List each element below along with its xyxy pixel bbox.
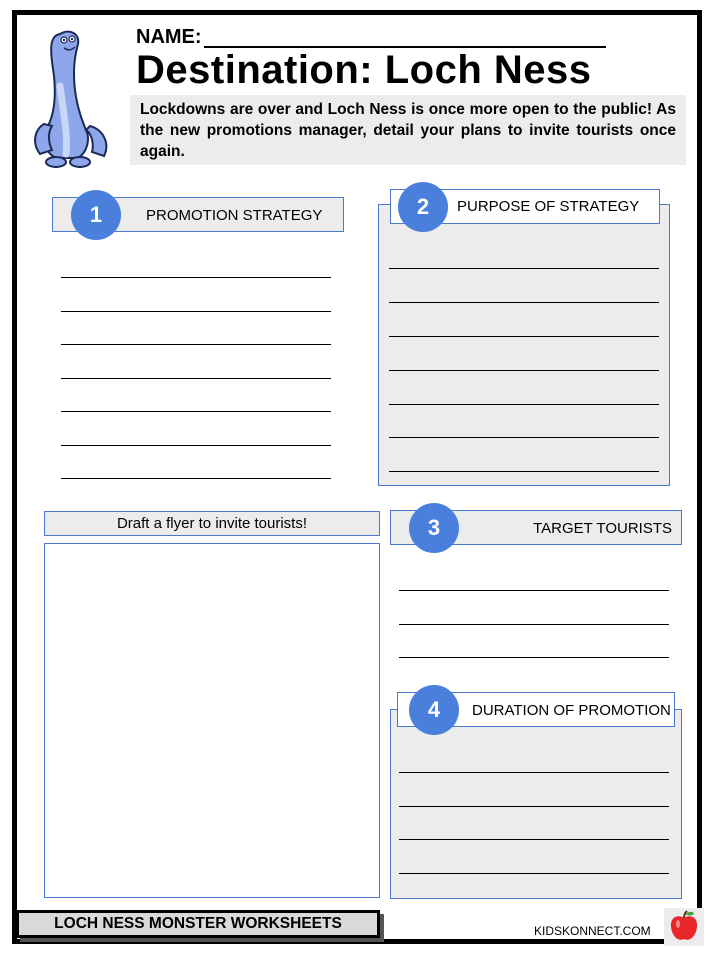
loch-ness-monster-icon — [30, 26, 114, 174]
apple-icon — [664, 908, 704, 946]
writing-line[interactable] — [399, 657, 669, 658]
flyer-header — [44, 511, 380, 536]
section-number-badge: 4 — [409, 685, 459, 735]
name-label: NAME: — [136, 26, 202, 48]
section-number-badge: 2 — [398, 182, 448, 232]
writing-line[interactable] — [61, 344, 331, 345]
writing-line[interactable] — [61, 277, 331, 278]
section-label: DURATION OF PROMOTION — [472, 702, 671, 719]
writing-line[interactable] — [389, 302, 659, 303]
writing-line[interactable] — [389, 471, 659, 472]
section-label: PURPOSE OF STRATEGY — [457, 198, 640, 215]
writing-line[interactable] — [399, 624, 669, 625]
writing-line[interactable] — [399, 772, 669, 773]
writing-line[interactable] — [61, 311, 331, 312]
duration-panel — [390, 709, 682, 899]
logo-box — [664, 908, 704, 946]
section-label: PROMOTION STRATEGY — [146, 207, 323, 224]
page-title: Destination: Loch Ness — [136, 48, 592, 92]
section-number-badge: 1 — [71, 190, 121, 240]
footer-title: LOCH NESS MONSTER WORKSHEETS — [16, 910, 380, 938]
writing-line[interactable] — [399, 590, 669, 591]
flyer-label: Draft a flyer to invite tourists! — [116, 515, 308, 532]
writing-line[interactable] — [61, 445, 331, 446]
section-label: TARGET TOURISTS — [533, 520, 672, 537]
writing-line[interactable] — [389, 336, 659, 337]
writing-line[interactable] — [399, 806, 669, 807]
footer-url[interactable]: KIDSKONNECT.COM — [534, 924, 651, 938]
section-number-badge: 3 — [409, 503, 459, 553]
writing-line[interactable] — [389, 268, 659, 269]
intro-text: Lockdowns are over and Loch Ness is once more open to the public! As the new promotions manager, detail your plans to invite tourists once again. — [130, 95, 686, 165]
writing-line[interactable] — [389, 404, 659, 405]
writing-line[interactable] — [61, 378, 331, 379]
writing-line[interactable] — [61, 478, 331, 479]
flyer-drawing-area[interactable] — [44, 543, 380, 898]
purpose-panel — [378, 204, 670, 486]
writing-line[interactable] — [389, 437, 659, 438]
writing-line[interactable] — [389, 370, 659, 371]
writing-line[interactable] — [399, 873, 669, 874]
writing-line[interactable] — [399, 839, 669, 840]
writing-line[interactable] — [61, 411, 331, 412]
